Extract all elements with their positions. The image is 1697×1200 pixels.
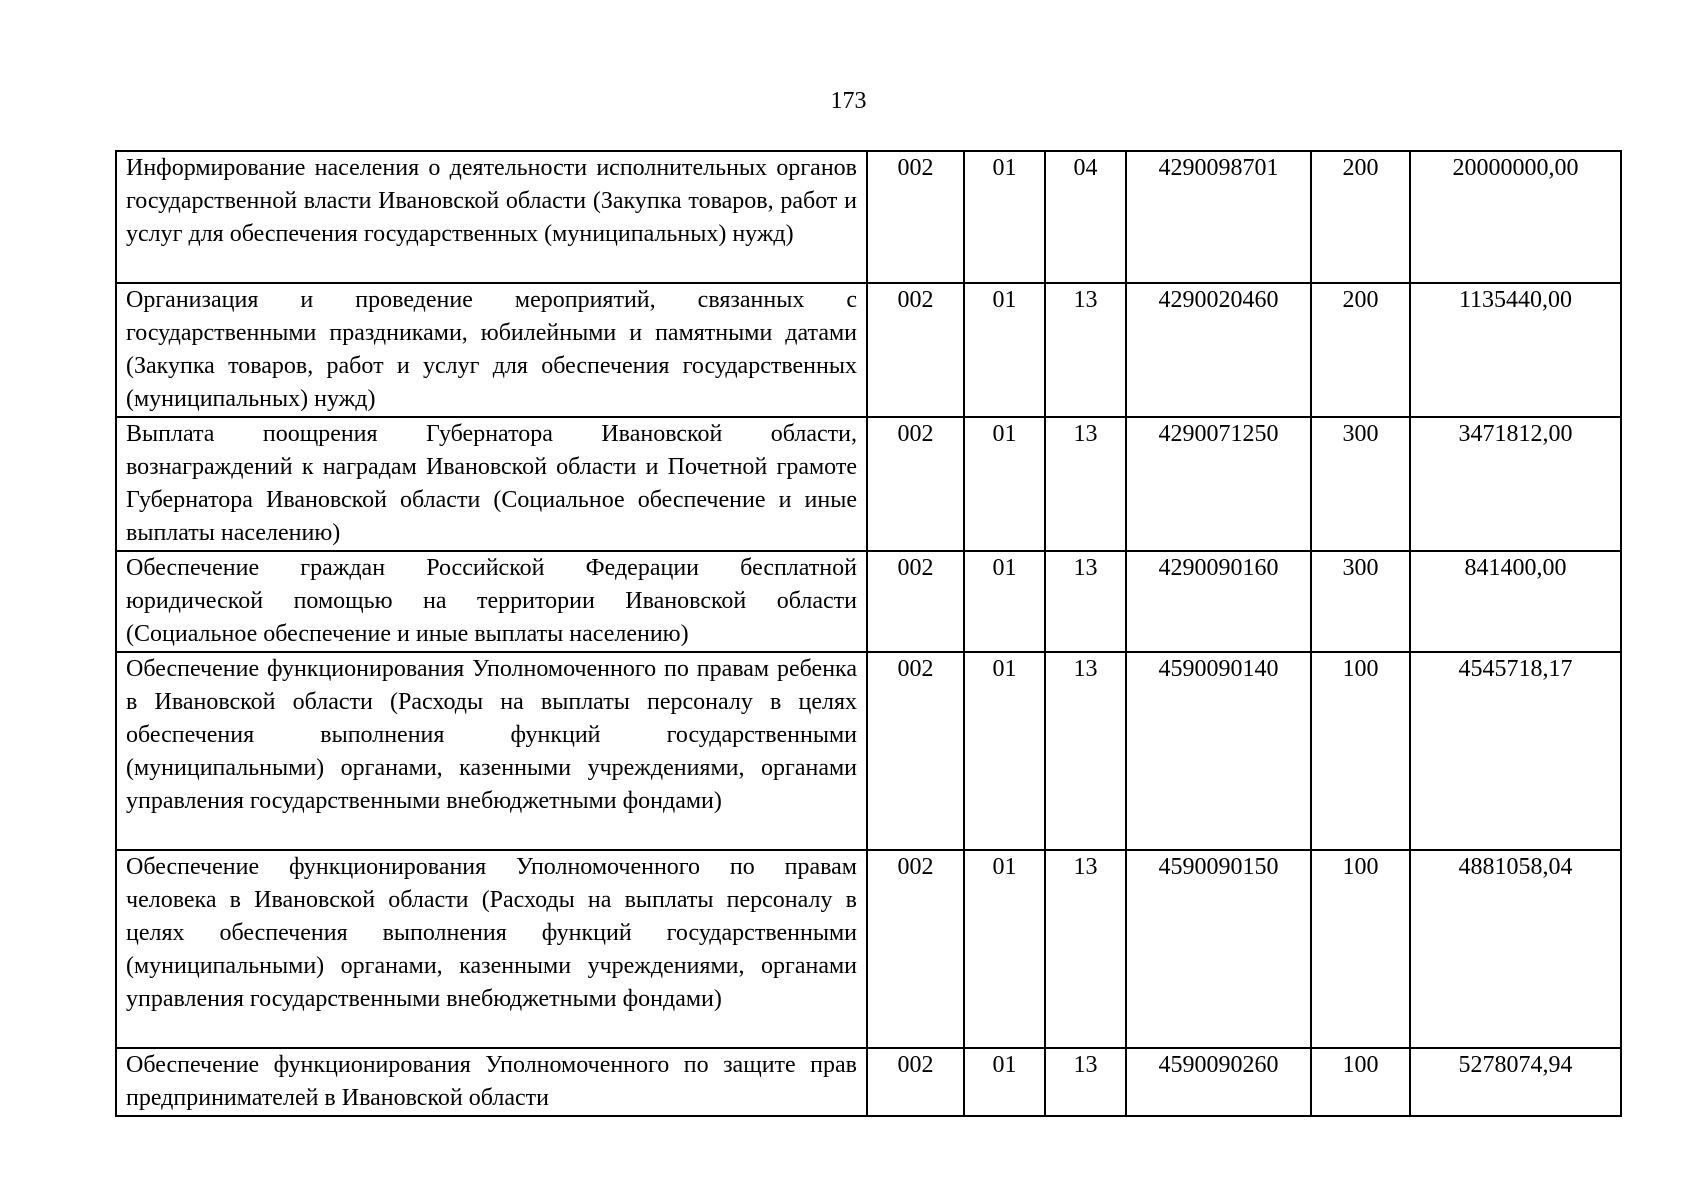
ministry-code: 002 [867, 652, 964, 850]
subsection-code: 13 [1045, 417, 1126, 551]
row-description: Обеспечение функционирования Уполномоченного по правам ребенка в Ивановской области (Расходы на выплаты персоналу в целях обеспечения выполнения функций государственными (муниципальными) органами, казенными учреждениями, органами управления государственными внебюджетными фондами) [116, 652, 867, 850]
table-row [116, 151, 1621, 283]
budget-table [115, 150, 1622, 1117]
table-row [116, 417, 1621, 551]
target-code: 4290090160 [1126, 551, 1311, 652]
section-code: 01 [964, 283, 1045, 417]
ministry-code: 002 [867, 151, 964, 283]
ministry-code: 002 [867, 850, 964, 1048]
row-description: Обеспечение функционирования Уполномоченного по правам человека в Ивановской области (Расходы на выплаты персоналу в целях обеспечения выполнения функций государственными (муниципальными) органами, казенными учреждениями, органами управления государственными внебюджетными фондами) [116, 850, 867, 1048]
row-description: Организация и проведение мероприятий, связанных с государственными праздниками, юбилейными и памятными датами (Закупка товаров, работ и услуг для обеспечения государственных (муниципальных) нужд) [116, 283, 867, 417]
expense-type-code: 200 [1311, 151, 1410, 283]
table-row [116, 551, 1621, 652]
subsection-code: 04 [1045, 151, 1126, 283]
subsection-code: 13 [1045, 551, 1126, 652]
table-row [116, 652, 1621, 850]
ministry-code: 002 [867, 417, 964, 551]
expense-type-code: 300 [1311, 417, 1410, 551]
row-description: Обеспечение граждан Российской Федерации бесплатной юридической помощью на территории Ивановской области (Социальное обеспечение и иные выплаты населению) [116, 551, 867, 652]
expense-type-code: 200 [1311, 283, 1410, 417]
subsection-code: 13 [1045, 652, 1126, 850]
row-description: Выплата поощрения Губернатора Ивановской области, вознаграждений к наградам Ивановской области и Почетной грамоте Губернатора Ивановской области (Социальное обеспечение и иные выплаты населению) [116, 417, 867, 551]
page-number: 173 [830, 88, 867, 114]
expense-type-code: 300 [1311, 551, 1410, 652]
target-code: 4590090150 [1126, 850, 1311, 1048]
section-code: 01 [964, 151, 1045, 283]
amount: 3471812,00 [1410, 417, 1621, 551]
amount: 4881058,04 [1410, 850, 1621, 1048]
row-description: Информирование населения о деятельности исполнительных органов государственной власти Ивановской области (Закупка товаров, работ и услуг для обеспечения государственных (муниципальных) нужд) [116, 151, 867, 283]
target-code: 4290071250 [1126, 417, 1311, 551]
section-code: 01 [964, 850, 1045, 1048]
amount: 5278074,94 [1410, 1048, 1621, 1116]
amount: 4545718,17 [1410, 652, 1621, 850]
table-row [116, 850, 1621, 1048]
expense-type-code: 100 [1311, 652, 1410, 850]
ministry-code: 002 [867, 1048, 964, 1116]
ministry-code: 002 [867, 283, 964, 417]
amount: 20000000,00 [1410, 151, 1621, 283]
subsection-code: 13 [1045, 283, 1126, 417]
table-row [116, 283, 1621, 417]
expense-type-code: 100 [1311, 850, 1410, 1048]
target-code: 4290098701 [1126, 151, 1311, 283]
section-code: 01 [964, 652, 1045, 850]
section-code: 01 [964, 1048, 1045, 1116]
table-row [116, 1048, 1621, 1116]
subsection-code: 13 [1045, 850, 1126, 1048]
target-code: 4290020460 [1126, 283, 1311, 417]
section-code: 01 [964, 417, 1045, 551]
row-description: Обеспечение функционирования Уполномоченного по защите прав предпринимателей в Ивановской области [116, 1048, 867, 1116]
amount: 1135440,00 [1410, 283, 1621, 417]
target-code: 4590090140 [1126, 652, 1311, 850]
section-code: 01 [964, 551, 1045, 652]
subsection-code: 13 [1045, 1048, 1126, 1116]
ministry-code: 002 [867, 551, 964, 652]
expense-type-code: 100 [1311, 1048, 1410, 1116]
target-code: 4590090260 [1126, 1048, 1311, 1116]
amount: 841400,00 [1410, 551, 1621, 652]
